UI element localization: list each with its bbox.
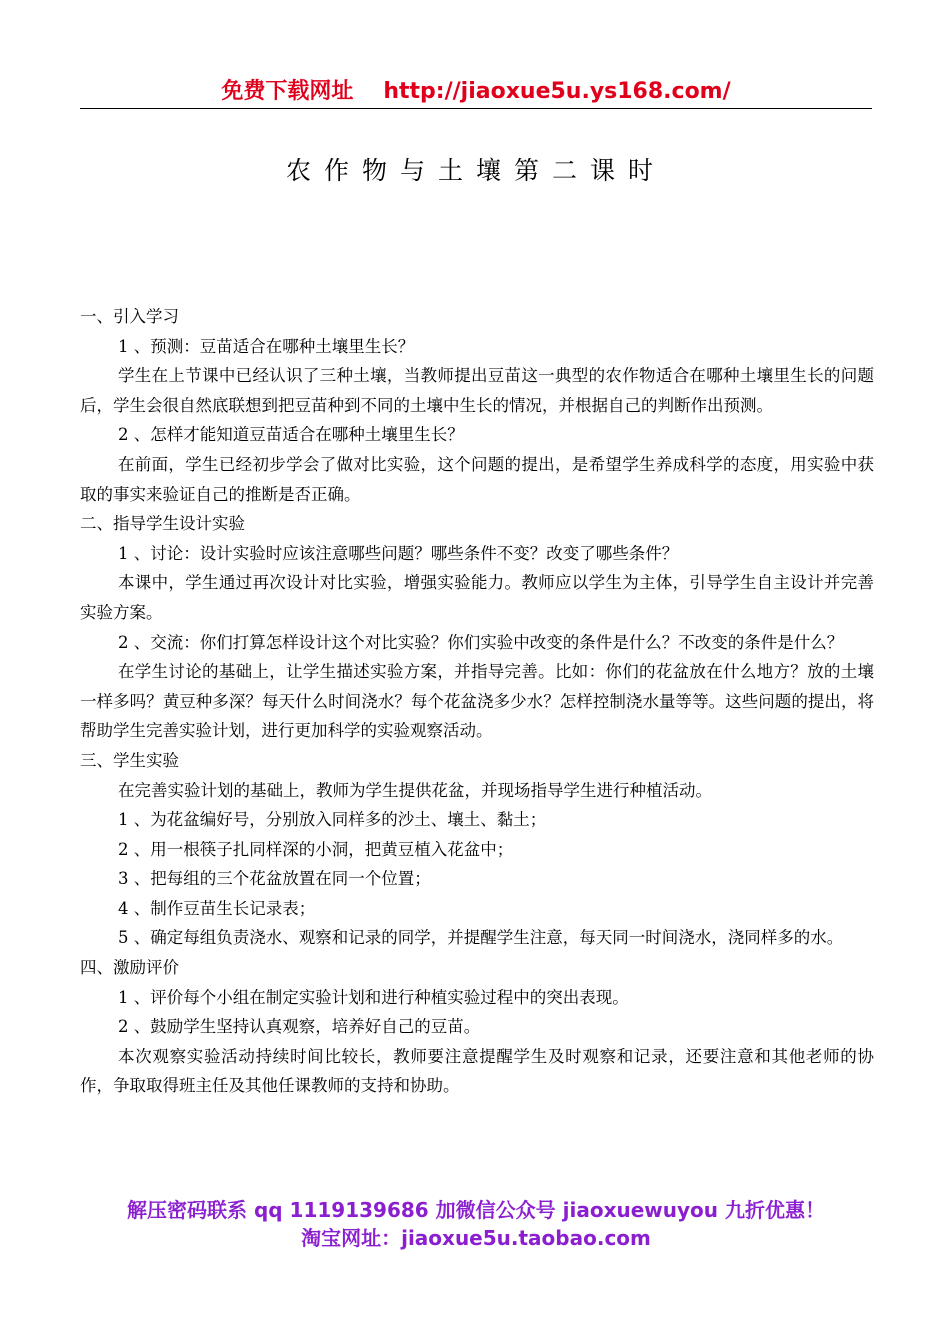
- paragraph: 1 、为花盆编好号，分别放入同样多的沙土、壤土、黏土；: [118, 810, 547, 830]
- download-header: [80, 76, 872, 108]
- paragraph: 在完善实验计划的基础上，教师为学生提供花盆，并现场指导学生进行种植活动。: [118, 780, 712, 800]
- paragraph: 2 、怎样才能知道豆苗适合在哪种土壤里生长？: [118, 425, 464, 445]
- paragraph: 本课中，学生通过再次设计对比实验，增强实验能力。教师应以学生为主体，引导学生自主设计并完善实验方案。: [80, 573, 874, 622]
- section-heading: 二、指导学生设计实验: [80, 514, 245, 534]
- paragraph: 本次观察实验活动持续时间比较长，教师要注意提醒学生及时观察和记录，还要注意和其他老师的协作，争取取得班主任及其他任课教师的支持和协助。: [80, 1046, 874, 1096]
- paragraph: 4 、制作豆苗生长记录表；: [118, 898, 316, 918]
- section-heading: 一、引入学习: [80, 307, 179, 326]
- paragraph: 2 、用一根筷子扎同样深的小洞，把黄豆植入花盆中；: [118, 839, 514, 859]
- paragraph: 2 、鼓励学生坚持认真观察，培养好自己的豆苗。: [118, 1017, 481, 1037]
- paragraph: 学生在上节课中已经认识了三种土壤，当教师提出豆苗这一典型的农作物适合在哪种土壤里生长的问题后，学生会很自然底联想到把豆苗种到不同的土壤中生长的情况，并根据自己的判断作出预测。: [80, 366, 874, 415]
- paragraph: 1 、评价每个小组在制定实验计划和进行种植实验过程中的突出表现。: [118, 987, 629, 1007]
- header-label: 免费下载网址: [221, 79, 354, 104]
- footer-shop-link[interactable]: 淘宝网址：jiaoxue5u.taobao.com: [301, 1226, 651, 1250]
- paragraph: 在学生讨论的基础上，让学生描述实验方案，并指导完善。比如：你们的花盆放在什么地方？放的土壤一样多吗？黄豆种多深？每天什么时间浇水？每个花盆浇多少水？怎样控制浇水量等等。这些问题的提出，将帮助学生完善实验计划，进行更加科学的实验观察活动。: [80, 662, 874, 741]
- footer-contact-line: 解压密码联系 qq 1119139686 加微信公众号 jiaoxuewuyou 九折优惠！: [127, 1198, 825, 1222]
- page-title: 农作物与土壤第二课时: [285, 155, 666, 185]
- paragraph: 2 、交流：你们打算怎样设计这个对比实验？你们实验中改变的条件是什么？不改变的条件是什么？: [118, 632, 844, 652]
- promo-footer: [80, 1196, 872, 1252]
- paragraph: 3 、把每组的三个花盆放置在同一个位置；: [118, 869, 431, 889]
- section-heading: 四、激励评价: [80, 958, 179, 978]
- header-divider: [80, 108, 872, 109]
- paragraph: 1 、预测：豆苗适合在哪种土壤里生长？: [118, 336, 415, 356]
- document-body: [80, 302, 874, 1101]
- paragraph: 1 、讨论：设计实验时应该注意哪些问题？哪些条件不变？改变了哪些条件？: [118, 543, 679, 563]
- paragraph: 5 、确定每组负责浇水、观察和记录的同学，并提醒学生注意，每天同一时间浇水，浇同样多的水。: [118, 928, 844, 948]
- paragraph: 在前面，学生已经初步学会了做对比实验，这个问题的提出，是希望学生养成科学的态度，用实验中获取的事实来验证自己的推断是否正确。: [80, 454, 874, 504]
- header-url-link[interactable]: http://jiaoxue5u.ys168.com/: [383, 79, 731, 104]
- section-heading: 三、学生实验: [80, 750, 179, 770]
